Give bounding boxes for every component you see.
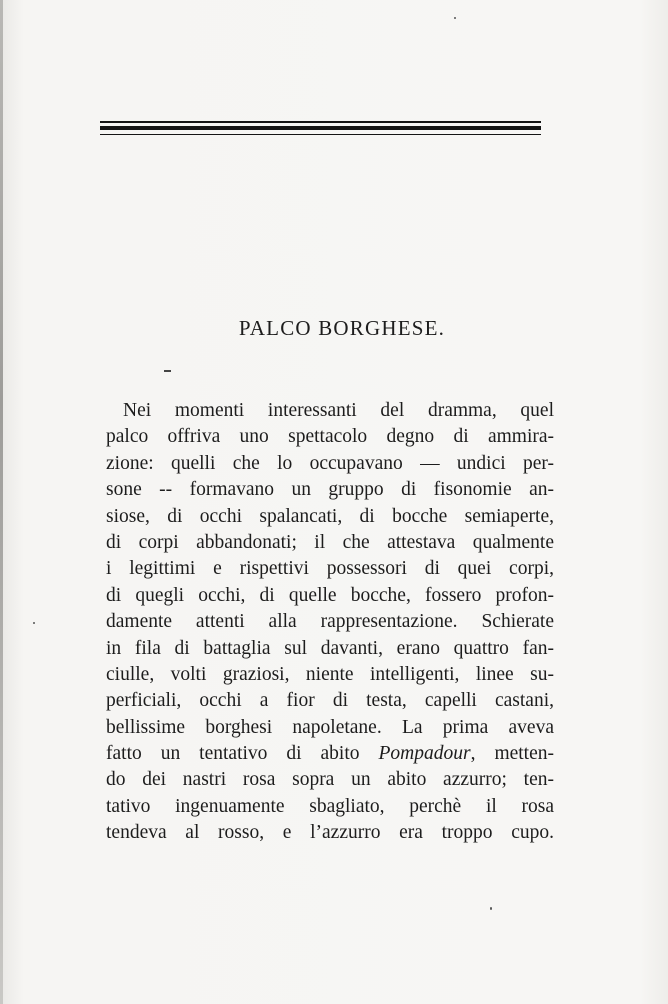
text-line: ciulle, volti graziosi, niente intelligenti, linee su- [106, 663, 554, 685]
ink-mark [164, 370, 171, 372]
text-line: damente attenti alla rappresentazione. Schierate [106, 611, 554, 633]
header-rule-thick [100, 126, 541, 130]
text-line: siose, di occhi spalancati, di bocche semiaperte, [106, 505, 554, 527]
text-line: in fila di battaglia sul davanti, erano quattro fan- [106, 637, 554, 659]
text-line: tativo ingenuamente sbagliato, perchè il rosa [106, 795, 554, 817]
chapter-paragraph [106, 398, 554, 847]
text-line: do dei nastri rosa sopra un abito azzurro; ten- [106, 769, 554, 791]
page-binding-edge [0, 0, 3, 1004]
text-line: palco offriva uno spettacolo degno di ammira- [106, 426, 554, 448]
header-rule-thin-bottom [100, 134, 541, 135]
text-line: i legittimi e rispettivi possessori di quei corpi, [106, 558, 554, 580]
text-line: tendeva al rosso, e l’azzurro era troppo cupo. [106, 822, 554, 844]
chapter-title: PALCO BORGHESE. [238, 316, 446, 340]
header-rule-thin-top [100, 121, 541, 123]
text-line: bellissime borghesi napoletane. La prima aveva [106, 716, 554, 738]
text-segment: fatto un tentativo di abito [106, 743, 379, 765]
text-line: Nei momenti interessanti del dramma, quel [123, 400, 554, 421]
text-line: di quegli occhi, di quelle bocche, fossero profon- [106, 584, 554, 606]
text-line: zione: quelli che lo occupavano — undici per- [106, 452, 554, 474]
print-speck [33, 622, 35, 624]
text-line: di corpi abbandonati; il che attestava qualmente [106, 531, 554, 553]
text-line [106, 741, 554, 767]
text-line: perficiali, occhi a fior di testa, capelli castani, [106, 690, 554, 712]
print-speck [490, 907, 492, 910]
italic-term: Pompadour [378, 743, 471, 765]
text-segment: , metten- [470, 743, 554, 765]
print-speck [454, 17, 456, 19]
text-line: sone -- formavano un gruppo di fisonomie an- [106, 479, 554, 501]
